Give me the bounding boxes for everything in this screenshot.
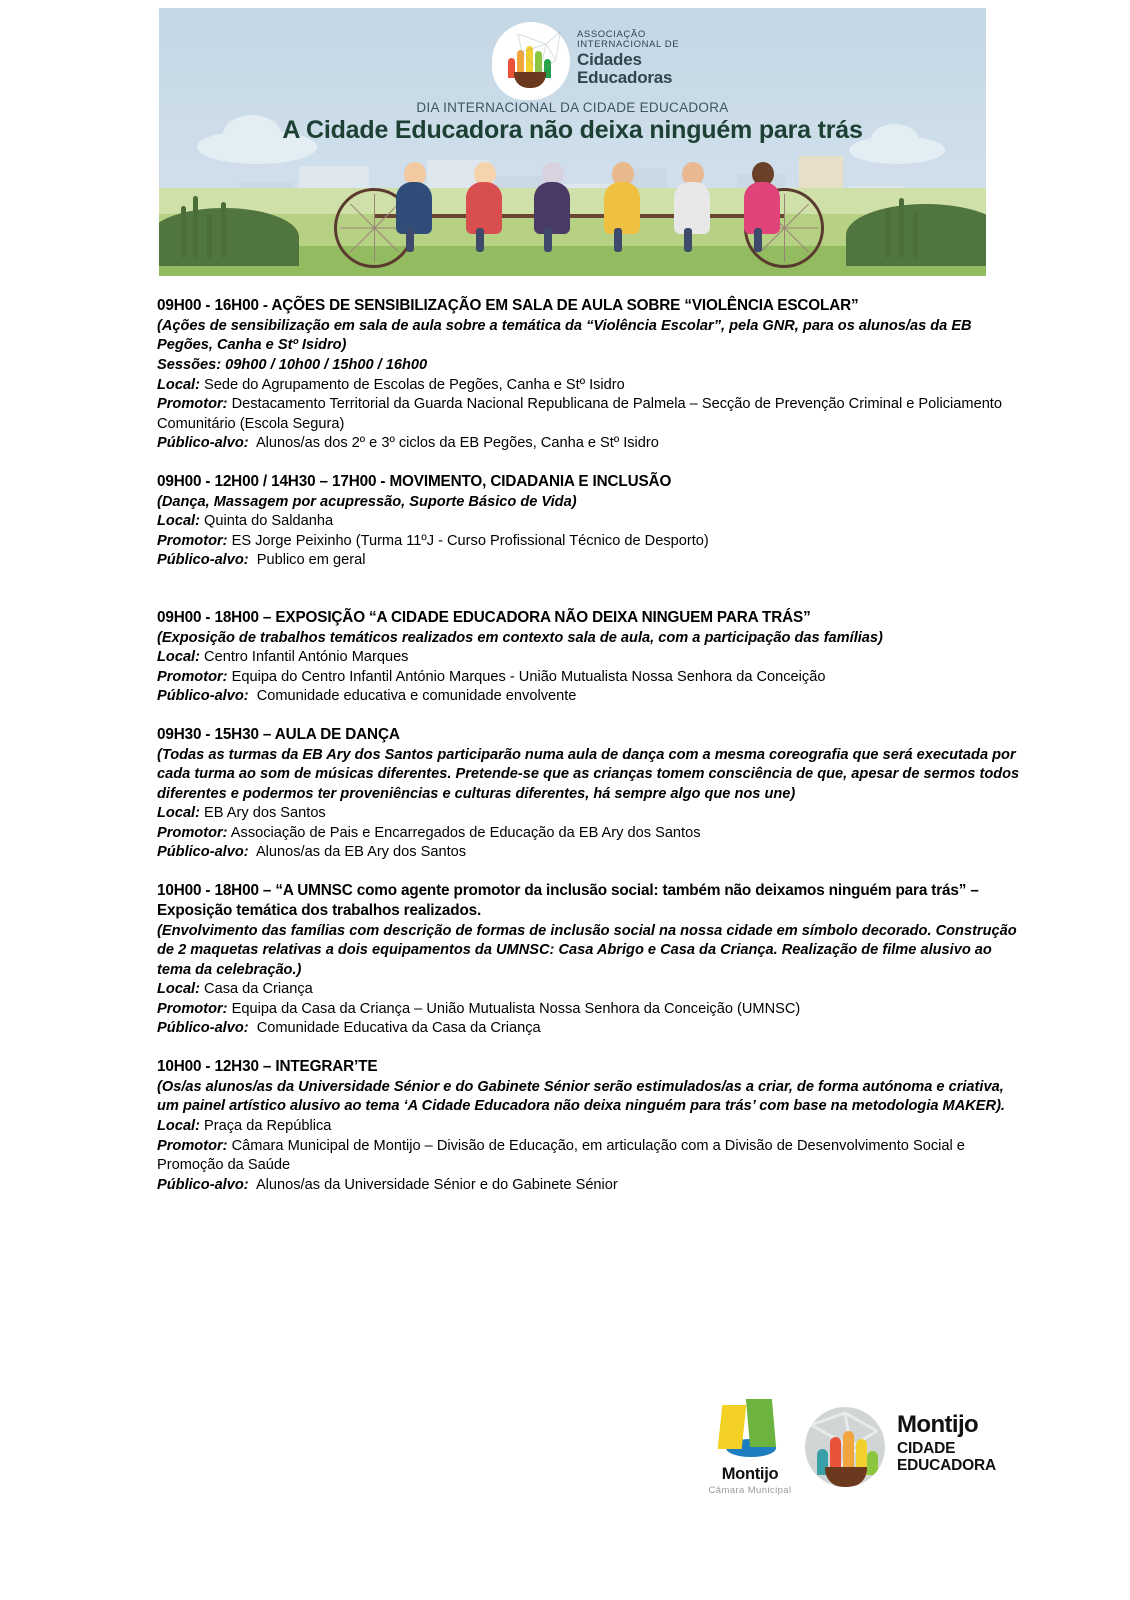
cidade-educadora-hand-icon bbox=[805, 1407, 885, 1487]
promotor-value: Associação de Pais e Encarregados de Educação da EB Ary dos Santos bbox=[230, 824, 701, 841]
event-block bbox=[157, 725, 1025, 863]
event-local bbox=[157, 376, 1025, 396]
publico-value: Comunidade Educativa da Casa da Criança bbox=[256, 1020, 541, 1037]
local-value: Sede do Agrupamento de Escolas de Pegões, Canha e Stº Isidro bbox=[204, 376, 625, 393]
banner-title: A Cidade Educadora não deixa ninguém para trás bbox=[282, 116, 863, 144]
publico-label: Público-alvo: bbox=[157, 1020, 249, 1037]
assoc-line-3: Cidades bbox=[577, 49, 642, 69]
event-description: (Exposição de trabalhos temáticos realizados em contexto sala de aula, com a participação das famílias) bbox=[157, 629, 883, 646]
promotor-value: Equipa do Centro Infantil António Marques - União Mutualista Nossa Senhora da Conceição bbox=[231, 668, 826, 685]
event-block bbox=[157, 608, 1025, 707]
association-wordmark bbox=[577, 30, 679, 87]
event-description: (Dança, Massagem por acupressão, Suporte Básico de Vida) bbox=[157, 493, 577, 510]
local-label: Local: bbox=[157, 981, 200, 998]
camara-logo-name: Montijo bbox=[721, 1465, 779, 1483]
promotor-label: Promotor: bbox=[157, 1137, 228, 1154]
promotor-label: Promotor: bbox=[157, 532, 228, 549]
local-value: Quinta do Saldanha bbox=[204, 513, 334, 530]
banner-kicker: DIA INTERNACIONAL DA CIDADE EDUCADORA bbox=[416, 100, 729, 115]
footer-logos bbox=[0, 1385, 1130, 1525]
event-block bbox=[157, 472, 1025, 571]
local-value: Praça da República bbox=[204, 1117, 332, 1134]
event-promotor bbox=[157, 395, 1025, 434]
promotor-value: Destacamento Territorial da Guarda Nacional Republicana de Palmela – Secção de Prevenção Criminal e Policiamento Comunitário (Escola Segura) bbox=[157, 396, 1002, 432]
event-block bbox=[157, 1057, 1025, 1195]
promotor-value: ES Jorge Peixinho (Turma 11ºJ - Curso Profissional Técnico de Desporto) bbox=[231, 532, 709, 549]
local-label: Local: bbox=[157, 513, 200, 530]
sessions-label: Sessões: bbox=[157, 356, 222, 373]
cidade-educadora-wordmark bbox=[897, 1413, 996, 1475]
event-block bbox=[157, 881, 1025, 1039]
rider-figure bbox=[600, 156, 646, 234]
local-value: EB Ary dos Santos bbox=[204, 805, 326, 822]
bush-shape bbox=[159, 208, 299, 266]
event-description: (Ações de sensibilização em sala de aula sobre a temática da “Violência Escolar”, pela GNR, para os alunos/as da EB Pegões, Canha e Stº Isidro) bbox=[157, 317, 972, 354]
publico-value: Alunos/as dos 2º e 3º ciclos da EB Pegões, Canha e Stº Isidro bbox=[255, 435, 659, 452]
ce-logo-line3: EDUCADORA bbox=[897, 1457, 996, 1475]
event-publico bbox=[157, 1019, 1025, 1039]
grass-blade bbox=[899, 198, 904, 258]
montijo-cidade-educadora-logo bbox=[805, 1405, 1005, 1505]
event-title: 09H30 - 15H30 – AULA DE DANÇA bbox=[157, 725, 400, 743]
event-description: (Todas as turmas da EB Ary dos Santos participarão numa aula de dança com a mesma coreografia que será executada por cada turma ao som de músicas diferentes. Pretende-se que as crianças tomem consciência de que, apesar de sermos todos diferentes e podermos ter proveniências e culturas diferentes, há sempre algo que nos une) bbox=[157, 746, 1020, 802]
tandem-bicycle-illustration bbox=[334, 138, 824, 268]
promotor-label: Promotor: bbox=[157, 396, 228, 413]
assoc-line-1: ASSOCIAÇÃO bbox=[577, 29, 646, 40]
rider-figure bbox=[392, 156, 438, 234]
events-list bbox=[157, 296, 1025, 1213]
event-publico bbox=[157, 843, 1025, 863]
grass-blade bbox=[885, 208, 890, 258]
event-title: 10H00 - 18H00 – “A UMNSC como agente promotor da inclusão social: também não deixamos ninguém para trás” – Exposição temática dos trabalhos realizados. bbox=[157, 881, 979, 919]
publico-value: Comunidade educativa e comunidade envolvente bbox=[256, 688, 577, 705]
publico-label: Público-alvo: bbox=[157, 552, 249, 569]
event-sessions bbox=[157, 356, 1025, 376]
event-title: 09H00 - 18H00 – EXPOSIÇÃO “A CIDADE EDUCADORA NÃO DEIXA NINGUEM PARA TRÁS” bbox=[157, 608, 811, 626]
rider-figure bbox=[670, 156, 716, 234]
event-local bbox=[157, 804, 1025, 824]
event-title: 09H00 - 12H00 / 14H30 – 17H00 - MOVIMENTO, CIDADANIA E INCLUSÃO bbox=[157, 472, 672, 490]
local-label: Local: bbox=[157, 1117, 200, 1134]
grass-blade bbox=[193, 196, 198, 258]
event-promotor bbox=[157, 1000, 1025, 1020]
grass-blade bbox=[221, 202, 226, 258]
network-lines-icon bbox=[516, 30, 562, 76]
event-publico bbox=[157, 551, 1025, 571]
grass-blade bbox=[207, 214, 212, 258]
event-block bbox=[157, 296, 1025, 454]
event-promotor bbox=[157, 824, 1025, 844]
event-description: (Os/as alunos/as da Universidade Sénior e do Gabinete Sénior serão estimulados/as a criar, de forma autónoma e criativa, um painel artístico alusivo ao tema ‘A Cidade Educadora não deixa ninguém para trás’ com base na metodologia MAKER). bbox=[157, 1078, 1005, 1115]
camara-logo-mark-icon bbox=[718, 1395, 784, 1461]
promotor-label: Promotor: bbox=[157, 1000, 228, 1017]
rider-figure bbox=[462, 156, 508, 234]
ce-logo-line2: CIDADE bbox=[897, 1440, 956, 1457]
sessions-value: 09h00 / 10h00 / 15h00 / 16h00 bbox=[225, 356, 428, 373]
publico-label: Público-alvo: bbox=[157, 844, 249, 861]
event-publico bbox=[157, 1176, 1025, 1196]
camara-logo-subtitle: Câmara Municipal bbox=[708, 1485, 792, 1496]
publico-value: Alunos/as da Universidade Sénior e do Gabinete Sénior bbox=[255, 1176, 618, 1193]
event-promotor bbox=[157, 532, 1025, 552]
event-local bbox=[157, 648, 1025, 668]
promotor-value: Câmara Municipal de Montijo – Divisão de Educação, em articulação com a Divisão de Desenvolvimento Social e Promoção da Saúde bbox=[157, 1137, 965, 1174]
publico-label: Público-alvo: bbox=[157, 1176, 249, 1193]
event-promotor bbox=[157, 668, 1025, 688]
local-value: Centro Infantil António Marques bbox=[204, 649, 409, 666]
promotor-label: Promotor: bbox=[157, 824, 228, 841]
event-banner-image bbox=[159, 8, 986, 276]
publico-label: Público-alvo: bbox=[157, 435, 249, 452]
event-description: (Envolvimento das famílias com descrição de formas de inclusão social na nossa cidade em símbolo decorado. Construção de 2 maquetas relativas a dois equipamentos da UMNSC: Casa Abrigo e Casa da Criança. Realização de filme alusivo ao tema da celebração.) bbox=[157, 922, 1017, 978]
event-local bbox=[157, 1117, 1025, 1137]
event-publico bbox=[157, 434, 1025, 454]
local-label: Local: bbox=[157, 376, 200, 393]
grass-blade bbox=[913, 212, 918, 258]
event-local bbox=[157, 512, 1025, 532]
event-title: 09H00 - 16H00 - AÇÕES DE SENSIBILIZAÇÃO EM SALA DE AULA SOBRE “VIOLÊNCIA ESCOLAR” bbox=[157, 297, 859, 314]
local-label: Local: bbox=[157, 649, 200, 666]
promotor-value: Equipa da Casa da Criança – União Mutualista Nossa Senhora da Conceição (UMNSC) bbox=[231, 1000, 801, 1017]
rider-figure bbox=[530, 156, 576, 234]
grass-blade bbox=[181, 206, 186, 258]
event-title: 10H00 - 12H30 – INTEGRAR’TE bbox=[157, 1058, 378, 1076]
camara-municipal-montijo-logo bbox=[700, 1395, 800, 1515]
ce-logo-name: Montijo bbox=[897, 1411, 979, 1438]
publico-label: Público-alvo: bbox=[157, 688, 249, 705]
rider-figure bbox=[740, 156, 786, 234]
event-local bbox=[157, 980, 1025, 1000]
publico-value: Alunos/as da EB Ary dos Santos bbox=[255, 844, 467, 861]
publico-value: Publico em geral bbox=[256, 552, 366, 569]
event-promotor bbox=[157, 1137, 1025, 1176]
promotor-label: Promotor: bbox=[157, 668, 228, 685]
assoc-line-4: Educadoras bbox=[577, 67, 673, 87]
local-label: Local: bbox=[157, 805, 200, 822]
local-value: Casa da Criança bbox=[204, 981, 313, 998]
cidades-educadoras-logo-icon bbox=[492, 22, 570, 100]
assoc-line-2: INTERNACIONAL DE bbox=[577, 39, 680, 51]
event-publico bbox=[157, 687, 1025, 707]
